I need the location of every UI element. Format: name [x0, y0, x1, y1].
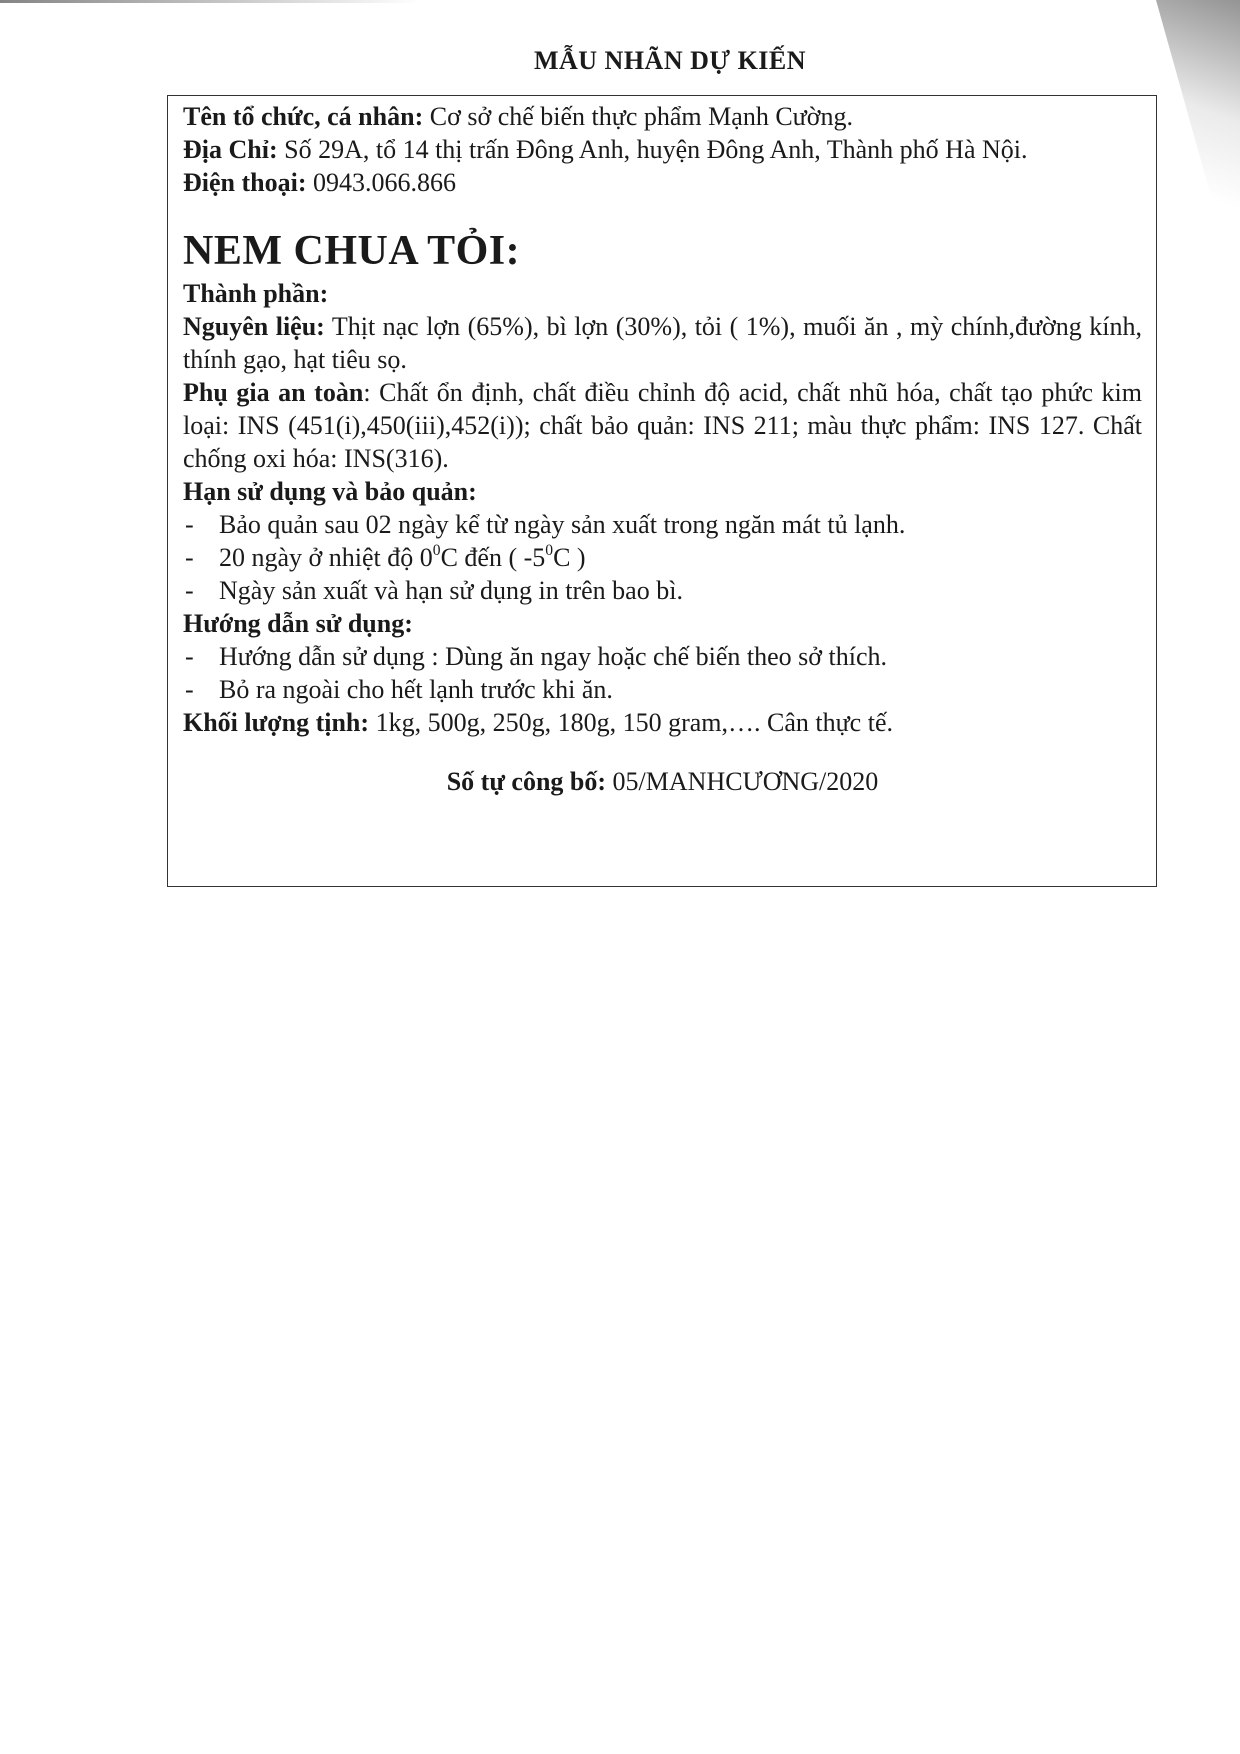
storage-list — [183, 508, 1142, 607]
usage-item-2: - Bỏ ra ngoài cho hết lạnh trước khi ăn. — [183, 673, 1142, 706]
scan-edge-line — [0, 0, 420, 3]
storage-heading: Hạn sử dụng và bảo quản: — [183, 477, 477, 506]
usage-heading: Hướng dẫn sử dụng: — [183, 609, 413, 638]
organization-address-label: Địa Chỉ: — [183, 135, 278, 164]
raw-materials-value: Thịt nạc lợn (65%), bì lợn (30%), tỏi ( 1%), muối ăn , mỳ chính,đường kính, thính gạo, hạt tiêu sọ. — [183, 312, 1142, 374]
organization-name-line — [183, 100, 1142, 133]
storage-item-2-text-b: C đến ( -5 — [440, 543, 546, 572]
additives-label: Phụ gia an toàn — [183, 378, 364, 407]
product-name: NEM CHUA TỎI: — [183, 228, 521, 274]
organization-name-label: Tên tổ chức, cá nhân: — [183, 102, 424, 131]
storage-item-2-text-a: 20 ngày ở nhiệt độ 0 — [219, 543, 433, 572]
storage-item-2-sup-b: 0 — [545, 542, 554, 560]
usage-item-1: - Hướng dẫn sử dụng : Dùng ăn ngay hoặc chế biến theo sở thích. — [183, 640, 1142, 673]
net-weight-line — [183, 706, 1142, 739]
additives-value: : Chất ổn định, chất điều chỉnh độ acid, chất nhũ hóa, chất tạo phức kim loại: INS (451(i),450(iii),452(i)); chất bảo quản: INS 211; màu thực phẩm: INS 127. Chất chống oxi hóa: INS(316). — [183, 378, 1142, 473]
organization-phone-label: Điện thoại: — [183, 168, 307, 197]
storage-item-2-sup-a: 0 — [432, 542, 441, 560]
organization-address-line — [183, 133, 1142, 166]
storage-item-3: - Ngày sản xuất và hạn sử dụng in trên bao bì. — [183, 574, 1142, 607]
raw-materials-line — [183, 310, 1142, 376]
usage-list — [183, 640, 1142, 706]
storage-item-2-text-c: C ) — [553, 543, 586, 572]
organization-phone-line — [183, 166, 1142, 199]
net-weight-label: Khối lượng tịnh: — [183, 708, 370, 737]
declaration-value: 05/MANHCƯƠNG/2020 — [606, 767, 879, 796]
additives-line — [183, 376, 1142, 475]
page-title: MẪU NHÃN DỰ KIẾN — [533, 46, 807, 75]
organization-phone-value: 0943.066.866 — [306, 168, 456, 197]
declaration-line — [183, 765, 1142, 798]
raw-materials-label: Nguyên liệu: — [183, 312, 325, 341]
organization-name-value: Cơ sở chế biến thực phẩm Mạnh Cường. — [423, 102, 853, 131]
net-weight-value: 1kg, 500g, 250g, 180g, 150 gram,…. Cân thực tế. — [369, 708, 893, 737]
storage-item-2 — [183, 541, 1142, 574]
storage-item-1: - Bảo quản sau 02 ngày kể từ ngày sản xuất trong ngăn mát tủ lạnh. — [183, 508, 1142, 541]
organization-address-value: Số 29A, tổ 14 thị trấn Đông Anh, huyện Đông Anh, Thành phố Hà Nội. — [277, 135, 1028, 164]
ingredients-heading: Thành phần: — [183, 279, 329, 308]
declaration-label: Số tự công bố: — [446, 767, 607, 796]
label-box — [167, 95, 1157, 887]
